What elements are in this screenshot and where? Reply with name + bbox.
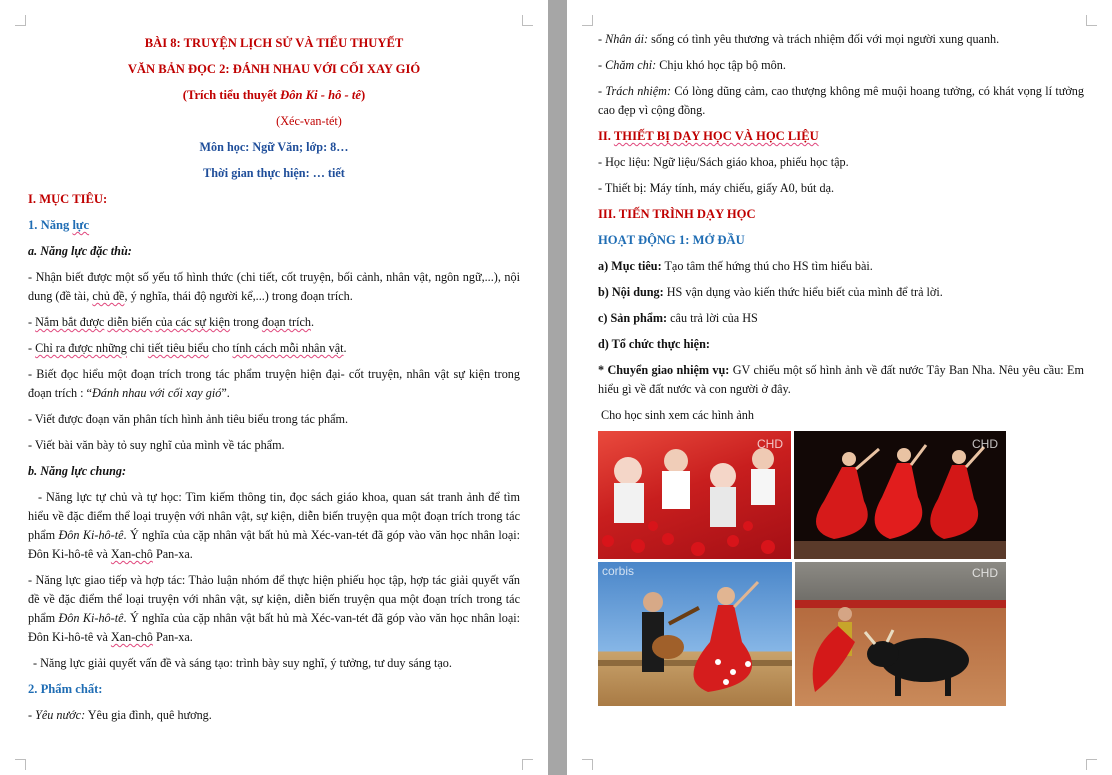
tomatina-festival-photo <box>598 431 791 559</box>
paragraph-a2: - Nắm bắt được diễn biến của các sự kiện trong đoạn trích. <box>28 315 315 329</box>
margin-corner-mark <box>582 759 593 770</box>
guitarist-dancer-photo <box>598 562 792 706</box>
paragraph-a6: - Viết bài văn bày tỏ suy nghĩ của mình về tác phẩm. <box>28 438 285 452</box>
guitarist-dancer-illustration <box>598 562 792 706</box>
excerpt-note: (Trích tiểu thuyết Đôn Ki - hô - tê) <box>182 88 366 102</box>
paragraph-a4: - Biết đọc hiểu một đoạn trích trong tác phẩm truyện hiện đại- cốt truyện, nhân vật sự kiện trong đoạn trích : “Đánh nhau với cối xay gió”. <box>28 367 520 400</box>
margin-corner-mark <box>522 759 533 770</box>
margin-corner-mark <box>15 15 26 26</box>
paragraph-patriotism: - Yêu nước: Yêu gia đình, quê hương. <box>28 708 212 722</box>
bullfight-photo <box>795 562 1006 706</box>
paragraph-b3: - Năng lực giải quyết vấn đề và sáng tạo: trình bày suy nghĩ, ý tưởng, tư duy sáng tạo. <box>33 656 452 670</box>
caption-general-competence: b. Năng lực chung: <box>28 464 127 478</box>
photo-watermark: CHD <box>757 437 783 451</box>
caption-specific-competence: a. Năng lực đặc thù: <box>28 244 132 258</box>
paragraph-devices: - Thiết bị: Máy tính, máy chiếu, giấy A0, bút dạ. <box>598 181 835 195</box>
section-objectives: I. MỤC TIÊU: <box>28 192 108 206</box>
reading-title: VĂN BẢN ĐỌC 2: ĐÁNH NHAU VỚI CỐI XAY GIÓ <box>127 62 421 76</box>
section-equipment: II. THIẾT BỊ DẠY HỌC VÀ HỌC LIỆU <box>598 129 819 143</box>
photo-watermark: CHD <box>972 566 998 580</box>
bullfight-illustration <box>795 562 1006 706</box>
document-page-right <box>567 0 1112 775</box>
paragraph-materials: - Học liệu: Ngữ liệu/Sách giáo khoa, phiếu học tập. <box>598 155 849 169</box>
task-line: * Chuyển giao nhiệm vụ: GV chiếu một số hình ảnh về đất nước Tây Ban Nha. Nêu yêu cầu: Em hiểu gì về đất nước và con người ở đây. <box>598 363 1084 396</box>
objective-line: a) Mục tiêu: Tạo tâm thế hứng thú cho HS tìm hiểu bài. <box>598 259 873 273</box>
paragraph-b1: - Năng lực tự chủ và tự học: Tìm kiếm thông tin, đọc sách giáo khoa, quan sát tranh ảnh để tìm hiểu về đặc điểm thể loại truyện với nhân vật, sự kiện, diễn biến truyện qua một đoạn trích trong tác phẩm Đôn Ki-hô-tê. Ý nghĩa của cặp nhân vật bất hủ mà Xéc-van-tét đã góp vào văn học nhân loại: Đôn Ki-hô-tê và Xan-chô Pan-xa. <box>28 490 521 561</box>
author-line: (Xéc-van-tét) <box>276 114 342 128</box>
organization-line: d) Tổ chức thực hiện: <box>598 337 710 351</box>
lesson-title: BÀI 8: TRUYỆN LỊCH SỬ VÀ TIỂU THUYẾT <box>144 36 404 50</box>
activity-1-title: HOẠT ĐỘNG 1: MỞ ĐẦU <box>598 233 745 247</box>
paragraph-responsibility: - Trách nhiệm: Có lòng dũng cảm, cao thượng không mê muội hoang tưởng, có khát vọng lí tưởng cao đẹp vì cộng đồng. <box>598 84 1084 117</box>
view-images-line: Cho học sinh xem các hình ảnh <box>601 408 754 422</box>
subsection-qualities: 2. Phẩm chất: <box>28 682 103 696</box>
paragraph-a1: - Nhận biết được một số yếu tố hình thức (chi tiết, cốt truyện, bối cảnh, nhân vật, ngôn ngữ,...), nội dung (đề tài, chủ đề, ý nghĩa, thái độ người kể,...) trong đoạn trích. <box>28 270 520 303</box>
subsection-competence: 1. Năng lực <box>28 218 90 232</box>
flamenco-stage-photo <box>794 431 1006 559</box>
subject-line: Môn học: Ngữ Văn; lớp: 8… <box>199 140 349 154</box>
paragraph-diligence: - Chăm chỉ: Chịu khó học tập bộ môn. <box>598 58 786 72</box>
margin-corner-mark <box>522 15 533 26</box>
margin-corner-mark <box>15 759 26 770</box>
margin-corner-mark <box>1086 759 1097 770</box>
duration-line: Thời gian thực hiện: … tiết <box>203 166 345 180</box>
document-page-left <box>0 0 548 775</box>
paragraph-a3: - Chỉ ra được những chi tiết tiêu biểu cho tính cách mỗi nhân vật. <box>28 341 347 355</box>
photo-watermark: CHD <box>972 437 998 451</box>
paragraph-kindness: - Nhân ái: sống có tình yêu thương và trách nhiệm đối với mọi người xung quanh. <box>598 32 1000 46</box>
product-line: c) Sản phẩm: câu trả lời của HS <box>598 311 758 325</box>
photo-watermark: corbis <box>602 564 635 578</box>
content-line: b) Nội dung: HS vận dụng vào kiến thức hiểu biết của mình để trả lời. <box>598 285 943 299</box>
spain-photo-collage <box>598 431 1006 706</box>
paragraph-b2: - Năng lực giao tiếp và hợp tác: Thảo luận nhóm để thực hiện phiếu học tập, hợp tác giải quyết vấn đề về đặc điểm thể loại truyện với nhân vật, sự kiện, diễn biến truyện qua một đoạn trích trong tác phẩm Đôn Ki-hô-tê. Ý nghĩa của cặp nhân vật bất hủ mà Xéc-van-tét đã góp vào văn học nhân loại: Đôn Ki-hô-tê và Xan-chô Pan-xa. <box>28 573 521 644</box>
section-process: III. TIẾN TRÌNH DẠY HỌC <box>598 207 756 221</box>
margin-corner-mark <box>582 15 593 26</box>
margin-corner-mark <box>1086 15 1097 26</box>
paragraph-a5: - Viết được đoạn văn phân tích hình ảnh tiêu biểu trong tác phẩm. <box>28 412 349 426</box>
